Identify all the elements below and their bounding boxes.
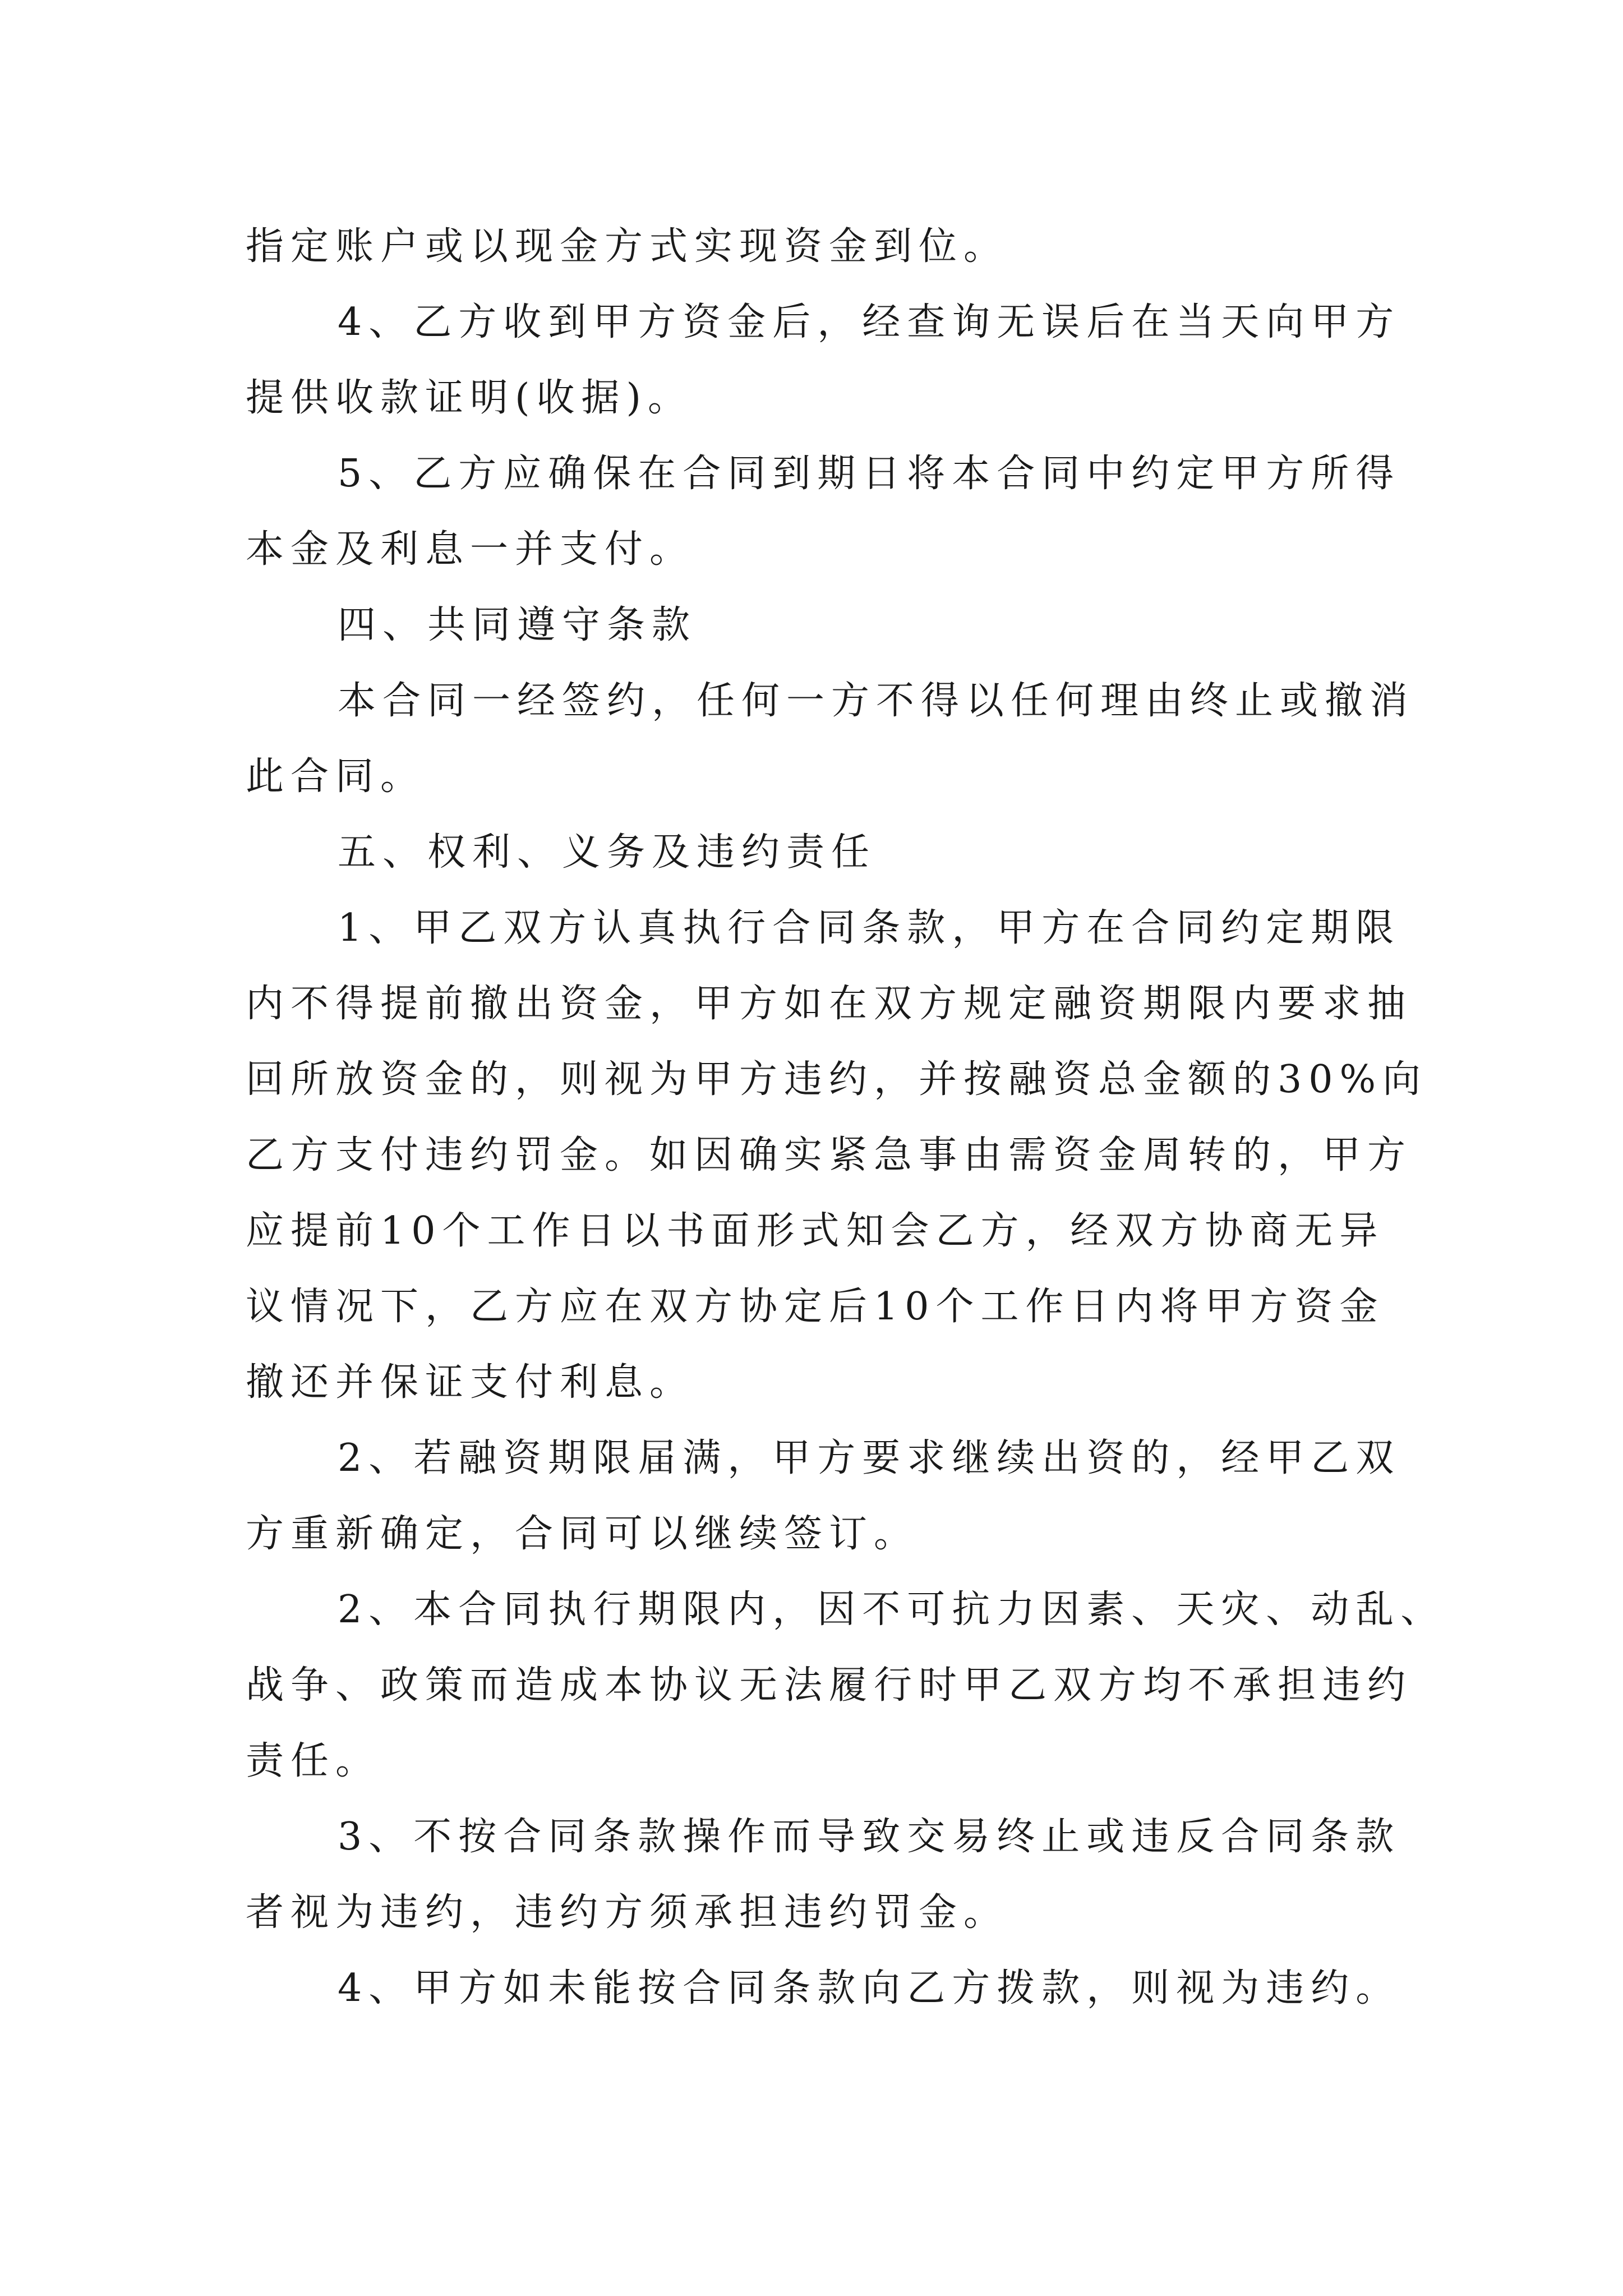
text-line: 者视为违约，违约方须承担违约罚金。 [246,1890,1009,1935]
text-line: 内不得提前撤出资金，甲方如在双方规定融资期限内要求抽 [246,982,1413,1026]
text-line: 本金及利息一并支付。 [246,527,695,572]
text-line: 此合同。 [246,754,426,799]
text-line: 撤还并保证支付利息。 [246,1360,695,1405]
text-line: 1、甲乙双方认真执行合同条款，甲方在合同约定期限 [338,906,1401,950]
text-line: 方重新确定，合同可以继续签订。 [246,1512,919,1556]
text-line: 应提前10个工作日以书面形式知会乙方，经双方协商无异 [246,1209,1385,1253]
text-line: 2、若融资期限届满，甲方要求继续出资的，经甲乙双 [338,1436,1401,1480]
text-line: 5、乙方应确保在合同到期日将本合同中约定甲方所得 [338,452,1401,496]
text-line: 乙方支付违约罚金。如因确实紧急事由需资金周转的，甲方 [246,1133,1413,1177]
text-line: 指定账户或以现金方式实现资金到位。 [246,224,1009,269]
text-line: 责任。 [246,1739,381,1783]
text-line: 4、乙方收到甲方资金后，经查询无误后在当天向甲方 [338,300,1401,344]
text-line: 提供收款证明(收据)。 [246,376,693,420]
section-heading: 四、共同遵守条款 [338,603,697,647]
text-line: 战争、政策而造成本协议无法履行时甲乙双方均不承担违约 [246,1663,1413,1708]
text-line: 3、不按合同条款操作而导致交易终止或违反合同条款 [338,1815,1401,1859]
text-line: 议情况下，乙方应在双方协定后10个工作日内将甲方资金 [246,1285,1385,1329]
text-line: 2、本合同执行期限内，因不可抗力因素、天灾、动乱、 [338,1588,1446,1632]
text-line: 回所放资金的，则视为甲方违约，并按融资总金额的30%向 [246,1057,1428,1102]
text-line: 本合同一经签约，任何一方不得以任何理由终止或撤消 [338,679,1415,723]
section-heading: 五、权利、义务及违约责任 [338,830,877,875]
text-line: 4、甲方如未能按合同条款向乙方拨款，则视为违约。 [338,1966,1401,2010]
